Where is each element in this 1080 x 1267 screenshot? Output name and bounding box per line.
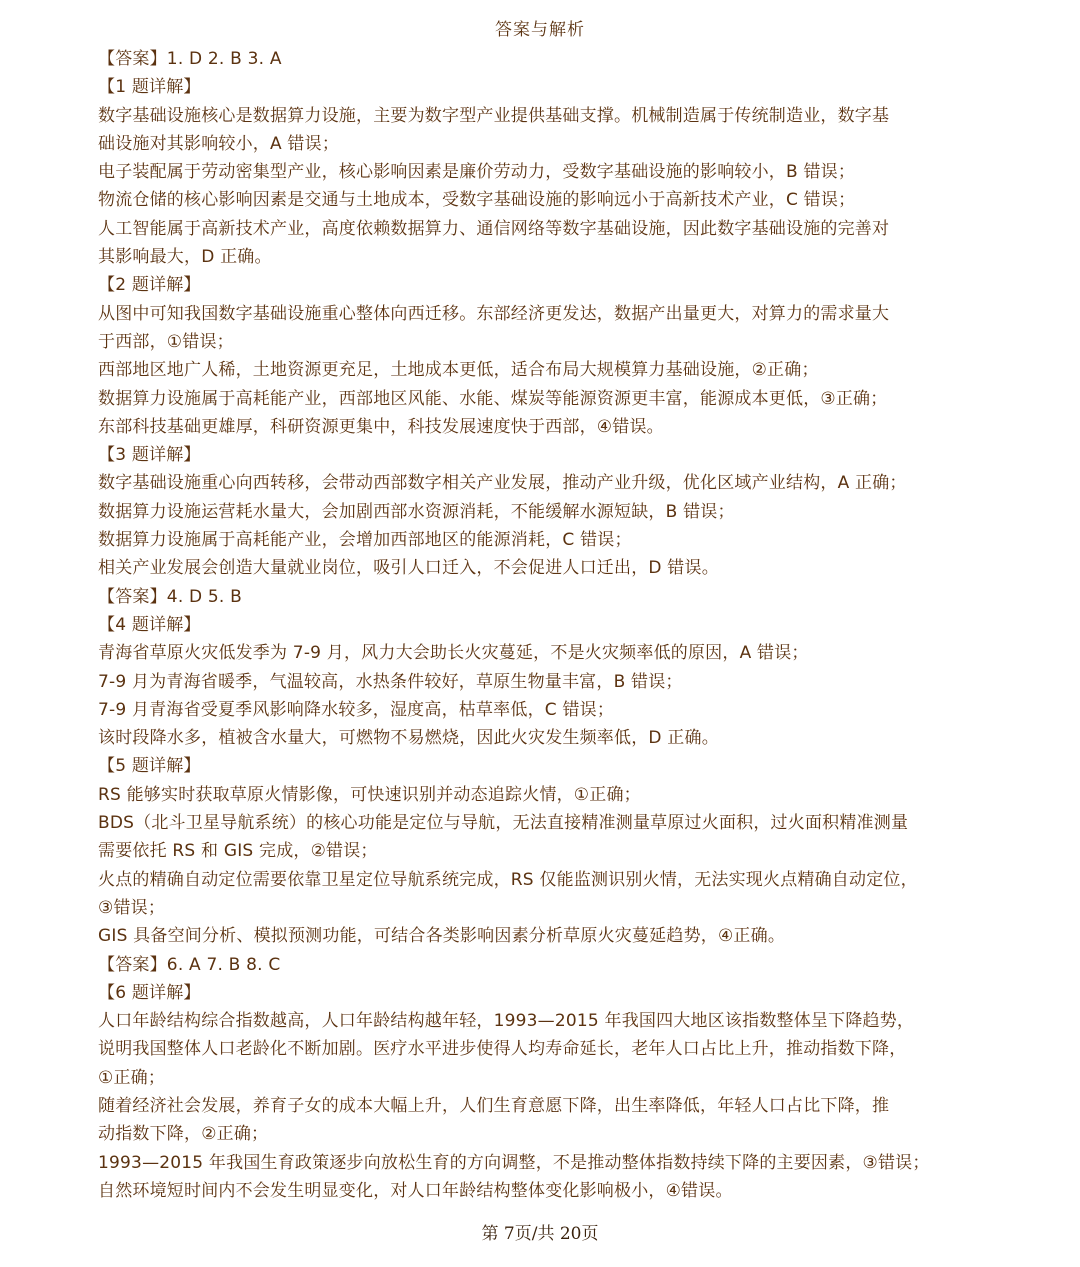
explanation-line: 物流仓储的核心影响因素是交通与土地成本，受数字基础设施的影响远小于高新技术产业，C 错误； (98, 190, 856, 211)
answer-key-line: 【答案】6. A 7. B 8. C (98, 954, 281, 975)
page-title: 答案与解析 (495, 20, 585, 40)
explanation-line: 7-9 月为青海省暖季，气温较高，水热条件较好，草原生物量丰富，B 错误； (98, 671, 683, 692)
explanation-line: GIS 具备空间分析、模拟预测功能，可结合各类影响因素分析草原火灾蔓延趋势，④正确。 (98, 926, 786, 947)
explanation-line: 础设施对其影响较小，A 错误； (98, 133, 340, 154)
answer-key-line: 【答案】1. D 2. B 3. A (98, 49, 282, 69)
explanation-line: 东部科技基础更雄厚，科研资源更集中，科技发展速度快于西部，④错误。 (98, 416, 664, 437)
explanation-line: 青海省草原火灾低发季为 7-9 月，风力大会助长火灾蔓延，不是火灾频率低的原因，A 错误； (98, 643, 809, 664)
question-heading: 【3 题详解】 (98, 445, 201, 466)
page-number: 第 7页/共 20页 (481, 1224, 599, 1244)
explanation-line: 于西部，①错误； (98, 331, 234, 352)
explanation-line: 需要依托 RS 和 GIS 完成，②错误； (98, 841, 378, 862)
explanation-line: 人工智能属于高新技术产业，高度依赖数据算力、通信网络等数字基础设施，因此数字基础设施的完善对 (98, 218, 890, 239)
explanation-line: 其影响最大，D 正确。 (98, 247, 272, 268)
explanation-line: 西部地区地广人稀，土地资源更充足，土地成本更低，适合布局大规模算力基础设施，②正确； (98, 360, 819, 381)
question-heading: 【5 题详解】 (98, 756, 201, 777)
explanation-line: 火点的精确自动定位需要依靠卫星定位导航系统完成，RS 仅能监测识别火情，无法实现火点精确自动定位， (98, 869, 918, 890)
explanation-line: 自然环境短时间内不会发生明显变化，对人口年龄结构整体变化影响极小，④错误。 (98, 1180, 733, 1201)
explanation-line: 随着经济社会发展，养育子女的成本大幅上升，人们生育意愿下降，出生率降低，年轻人口占比下降，推 (98, 1095, 890, 1116)
question-heading: 【2 题详解】 (98, 275, 201, 296)
explanation-line: 数字基础设施核心是数据算力设施，主要为数字型产业提供基础支撑。机械制造属于传统制造业，数字基 (98, 105, 890, 126)
question-heading: 【4 题详解】 (98, 614, 201, 635)
explanation-line: 该时段降水多，植被含水量大，可燃物不易燃烧，因此火灾发生频率低，D 正确。 (98, 728, 719, 749)
explanation-line: ①正确； (98, 1067, 166, 1088)
explanation-line: RS 能够实时获取草原火情影像，可快速识别并动态追踪火情，①正确； (98, 784, 641, 805)
explanation-line: 电子装配属于劳动密集型产业，核心影响因素是廉价劳动力，受数字基础设施的影响较小，B 错误； (98, 162, 856, 183)
answer-content (98, 45, 990, 1205)
answer-key-line: 【答案】4. D 5. B (98, 586, 243, 607)
explanation-line: 7-9 月青海省受夏季风影响降水较多，湿度高，枯草率低，C 错误； (98, 699, 615, 720)
explanation-line: 动指数下降，②正确； (98, 1124, 269, 1145)
explanation-line: 说明我国整体人口老龄化不断加剧。医疗水平进步使得人均寿命延长，老年人口占比上升，推动指数下降， (98, 1039, 907, 1060)
explanation-line: 数据算力设施属于高耗能产业，会增加西部地区的能源消耗，C 错误； (98, 530, 632, 551)
explanation-line: BDS（北斗卫星导航系统）的核心功能是定位与导航，无法直接精准测量草原过火面积，过火面积精准测量 (98, 813, 909, 834)
question-heading: 【1 题详解】 (98, 77, 201, 98)
explanation-line: 数字基础设施重心向西转移，会带动西部数字相关产业发展，推动产业升级，优化区域产业结构，A 正确； (98, 473, 907, 494)
explanation-line: 数据算力设施运营耗水量大，会加剧西部水资源消耗，不能缓解水源短缺，B 错误； (98, 501, 735, 522)
explanation-line: ③错误； (98, 897, 166, 918)
question-heading: 【6 题详解】 (98, 982, 201, 1003)
explanation-line: 相关产业发展会创造大量就业岗位，吸引人口迁入，不会促进人口迁出，D 错误。 (98, 558, 719, 579)
explanation-line: 1993—2015 年我国生育政策逐步向放松生育的方向调整，不是推动整体指数持续下降的主要因素，③错误； (98, 1152, 930, 1173)
explanation-line: 数据算力设施属于高耗能产业，西部地区风能、水能、煤炭等能源资源更丰富，能源成本更低，③正确； (98, 388, 888, 409)
explanation-line: 人口年龄结构综合指数越高，人口年龄结构越年轻，1993—2015 年我国四大地区该指数整体呈下降趋势， (98, 1011, 915, 1032)
explanation-line: 从图中可知我国数字基础设施重心整体向西迁移。东部经济更发达，数据产出量更大，对算力的需求量大 (98, 303, 890, 324)
